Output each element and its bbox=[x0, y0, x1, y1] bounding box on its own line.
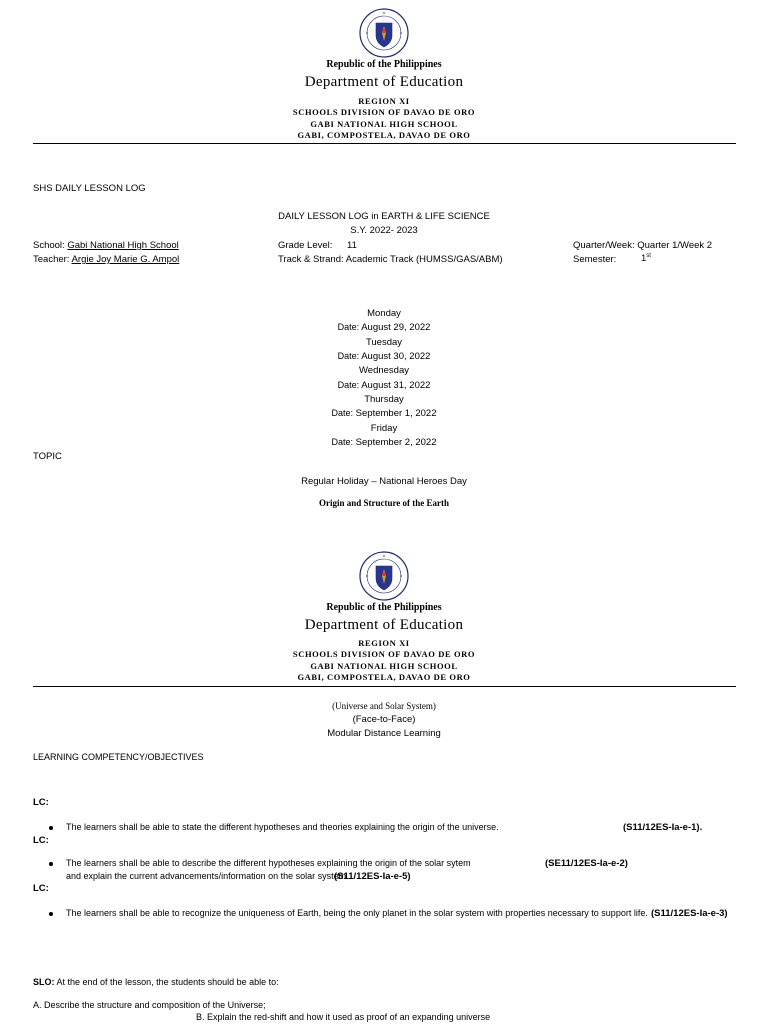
address-line: GABI, COMPOSTELA, DAVAO DE ORO bbox=[297, 672, 471, 682]
slo-intro: At the end of the lesson, the students should be able to: bbox=[56, 977, 279, 987]
lc-item-2-code-b: (S11/12ES-Ia-e-5) bbox=[334, 871, 411, 882]
department-title: Department of Education bbox=[304, 74, 464, 90]
date-wednesday: Date: August 31, 2022 bbox=[337, 380, 431, 391]
day-wednesday: Wednesday bbox=[359, 365, 409, 376]
republic-line: Republic of the Philippines bbox=[326, 602, 442, 613]
school-label: School: bbox=[33, 240, 65, 251]
lc-item-2-code-a: (SE11/12ES-Ia-e-2) bbox=[545, 858, 628, 869]
slo-item-a: A. Describe the structure and composition of the Universe; bbox=[33, 1000, 266, 1010]
track-value: Academic Track (HUMSS/GAS/ABM) bbox=[345, 254, 503, 265]
track-label: Track & Strand: bbox=[278, 254, 344, 265]
lc-label: LC: bbox=[33, 835, 49, 846]
topic-subject: Origin and Structure of the Earth bbox=[318, 498, 450, 508]
teacher-label: Teacher: bbox=[33, 254, 70, 265]
department-title: Department of Education bbox=[304, 617, 464, 633]
school-field bbox=[33, 240, 179, 251]
holiday-text: Regular Holiday – National Heroes Day bbox=[301, 476, 467, 487]
lc-item-3-text: The learners shall be able to recognize the uniqueness of Earth, being the only planet in the solar system with properties necessary to support life. bbox=[66, 908, 648, 918]
date-thursday: Date: September 1, 2022 bbox=[331, 408, 437, 419]
slo-label: SLO: bbox=[33, 977, 55, 987]
date-friday: Date: September 2, 2022 bbox=[331, 437, 437, 448]
grade-value: 11 bbox=[347, 240, 357, 251]
day-tuesday: Tuesday bbox=[365, 337, 403, 348]
day-friday: Friday bbox=[370, 423, 398, 434]
date-tuesday: Date: August 30, 2022 bbox=[337, 351, 431, 362]
log-type-label: SHS DAILY LESSON LOG bbox=[33, 183, 146, 194]
date-monday: Date: August 29, 2022 bbox=[337, 322, 431, 333]
lc-item-2-text-a: The learners shall be able to describe the different hypotheses explaining the origin of the solar sytem bbox=[66, 858, 471, 868]
bullet bbox=[49, 826, 53, 830]
subtopic: (Universe and Solar System) bbox=[332, 701, 436, 711]
day-monday: Monday bbox=[367, 308, 401, 319]
semester-field bbox=[641, 253, 651, 264]
log-title: DAILY LESSON LOG in EARTH & LIFE SCIENCE bbox=[278, 211, 490, 222]
quarter-field bbox=[573, 240, 712, 251]
topic-label: TOPIC bbox=[33, 451, 62, 462]
header-divider bbox=[33, 686, 736, 687]
mode-modular: Modular Distance Learning bbox=[327, 728, 441, 739]
division-line: SCHOOLS DIVISION OF DAVAO DE ORO bbox=[292, 107, 476, 117]
republic-line: Republic of the Philippines bbox=[326, 59, 442, 70]
school-line: GABI NATIONAL HIGH SCHOOL bbox=[310, 661, 458, 671]
school-line: GABI NATIONAL HIGH SCHOOL bbox=[310, 119, 458, 129]
lc-item-1-code: (S11/12ES-Ia-e-1). bbox=[623, 822, 703, 833]
division-line: SCHOOLS DIVISION OF DAVAO DE ORO bbox=[292, 649, 476, 659]
address-line: GABI, COMPOSTELA, DAVAO DE ORO bbox=[297, 130, 471, 140]
deped-seal-logo bbox=[359, 551, 409, 601]
deped-seal-logo bbox=[359, 8, 409, 58]
grade-label: Grade Level: bbox=[278, 240, 333, 251]
region-line: REGION XI bbox=[358, 96, 410, 106]
slo-line bbox=[33, 977, 279, 987]
header-divider bbox=[33, 143, 736, 144]
quarter-label: Quarter/Week: bbox=[573, 240, 635, 251]
school-value: Gabi National High School bbox=[67, 240, 179, 251]
bullet bbox=[49, 912, 53, 916]
teacher-field bbox=[33, 254, 179, 265]
school-year: S.Y. 2022- 2023 bbox=[350, 225, 418, 236]
semester-suffix: st bbox=[646, 253, 651, 259]
objectives-heading: LEARNING COMPETENCY/OBJECTIVES bbox=[33, 752, 204, 762]
day-thursday: Thursday bbox=[364, 394, 404, 405]
lc-item-3-code: (S11/12ES-Ia-e-3) bbox=[651, 908, 728, 919]
semester-value: 1 bbox=[641, 253, 647, 265]
track-field bbox=[278, 254, 503, 265]
region-line: REGION XI bbox=[358, 638, 410, 648]
mode-face-to-face: (Face-to-Face) bbox=[352, 714, 416, 725]
lc-label: LC: bbox=[33, 797, 49, 808]
teacher-value: Argie Joy Marie G. Ampol bbox=[71, 254, 180, 265]
semester-label: Semester: bbox=[573, 254, 617, 265]
lc-item-1-text: The learners shall be able to state the different hypotheses and theories explaining the origin of the universe. bbox=[66, 822, 499, 832]
slo-item-b: B. Explain the red-shift and how it used as proof of an expanding universe bbox=[196, 1012, 491, 1022]
lc-label: LC: bbox=[33, 883, 49, 894]
quarter-value: Quarter 1/Week 2 bbox=[637, 240, 713, 251]
bullet bbox=[49, 862, 53, 866]
lc-item-2-text-b: and explain the current advancements/information on the solar system bbox=[66, 871, 347, 881]
